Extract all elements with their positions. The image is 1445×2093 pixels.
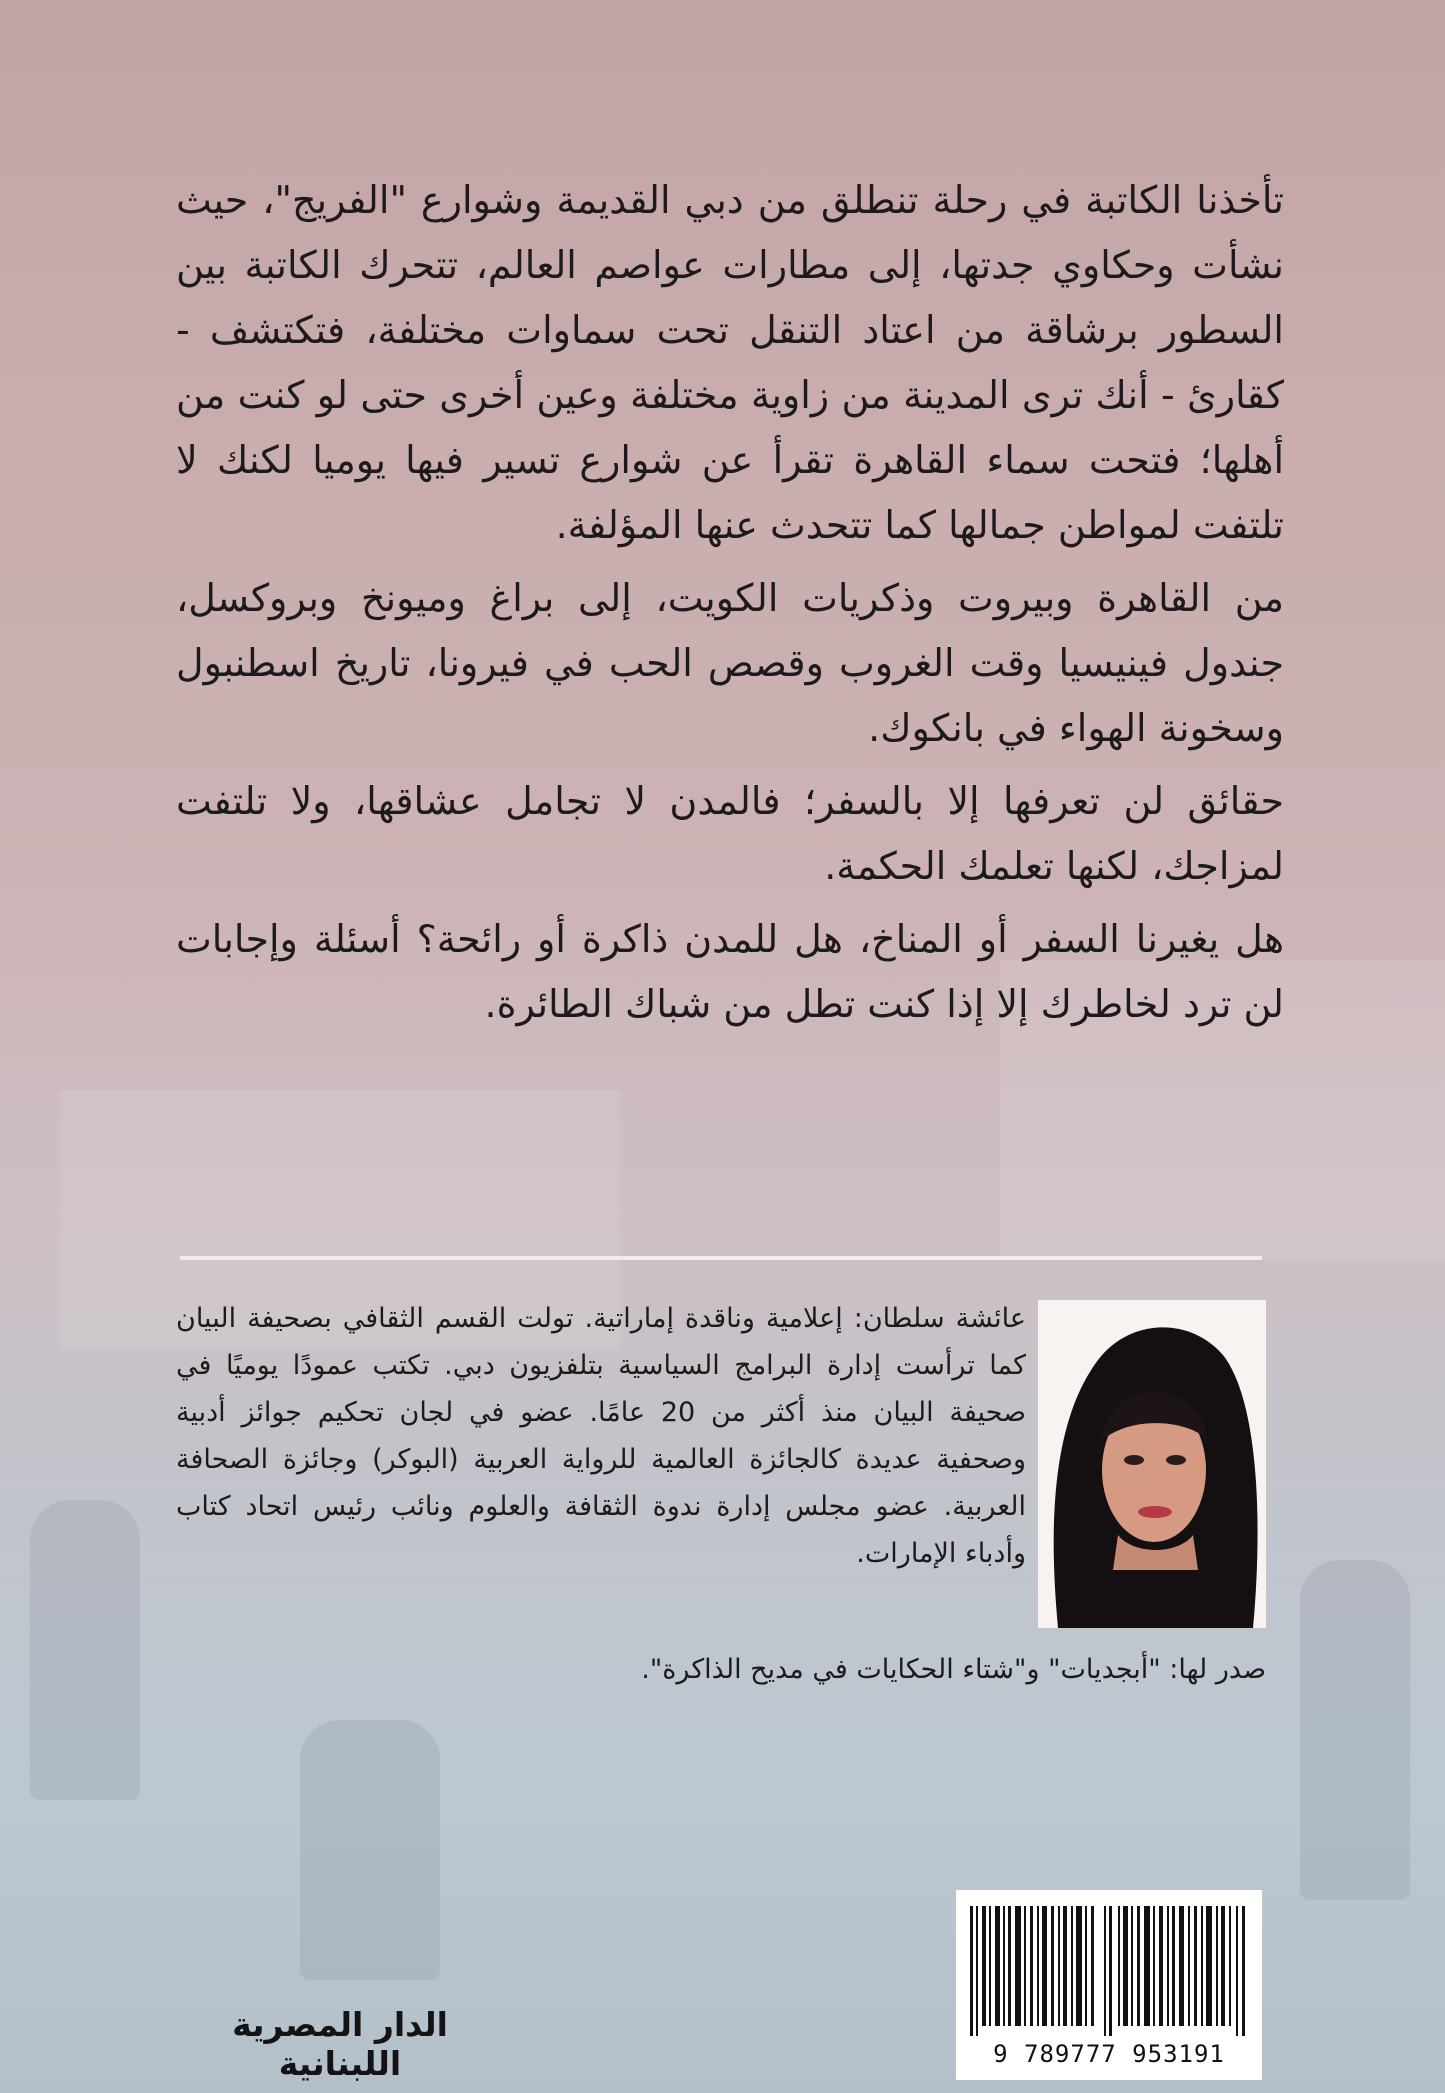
background-figure (1300, 1560, 1410, 1900)
isbn-number: 9 789777 953191 (993, 2040, 1225, 2068)
blurb-paragraph: هل يغيرنا السفر أو المناخ، هل للمدن ذاكرة أو رائحة؟ أسئلة وإجابات لن ترد لخاطرك إلا إذا كنت تطل من شباك الطائرة. (176, 917, 1284, 1026)
barcode (956, 1890, 1262, 2080)
author-photo (1038, 1300, 1266, 1628)
background-figure (300, 1720, 440, 1980)
blurb-paragraph: تأخذنا الكاتبة في رحلة تنطلق من دبي القديمة وشوارع "الفريج"، حيث نشأت وحكاوي جدتها، إلى مطارات عواصم العالم، تتحرك الكاتبة بين السطور برشاقة من اعتاد التنقل تحت سماوات مختلفة، فتكتشف - كقارئ - أنك ترى المدينة من زاوية مختلفة وعين أخرى حتى لو كنت من أهلها؛ فتحت سماء القاهرة تقرأ عن شوارع تسير فيها يوميا لكنك لا تلتفت لمواطن جمالها كما تتحدث عنها المؤلفة. (176, 178, 1284, 547)
author-works: صدر لها: "أبجديات" و"شتاء الحكايات في مديح الذاكرة". (641, 1654, 1266, 1685)
blurb-paragraph: من القاهرة وبيروت وذكريات الكويت، إلى براغ وميونخ وبروكسل، جندول فينيسيا وقت الغروب وقصص الحب في فيرونا، تاريخ اسطنبول وسخونة الهواء في بانكوك. (176, 576, 1284, 750)
publisher-logo: الدار المصرية اللبنانية (232, 2005, 448, 2083)
barcode-bars (970, 1906, 1250, 2036)
author-bio-text: عائشة سلطان: إعلامية وناقدة إماراتية. تولت القسم الثقافي بصحيفة البيان كما ترأست إدارة البرامج السياسية بتلفزيون دبي. تكتب عمودًا يوميًا في صحيفة البيان منذ أكثر من 20 عامًا. عضو في لجان تحكيم جوائز أدبية وصحفية عديدة كالجائزة العالمية للرواية العربية (البوكر) وجائزة الصحافة العربية. عضو مجلس إدارة ندوة الثقافة والعلوم ونائب رئيس اتحاد كتاب وأدباء الإمارات. (176, 1303, 1027, 1569)
blurb-paragraph: حقائق لن تعرفها إلا بالسفر؛ فالمدن لا تجامل عشاقها، ولا تلتفت لمزاجك، لكنها تعلمك الحكمة. (176, 779, 1284, 888)
author-portrait-illustration (1038, 1300, 1266, 1628)
author-bio (176, 1295, 1026, 1577)
blurb-text (176, 168, 1284, 1045)
background-figure (30, 1500, 140, 1800)
section-divider (180, 1256, 1262, 1260)
